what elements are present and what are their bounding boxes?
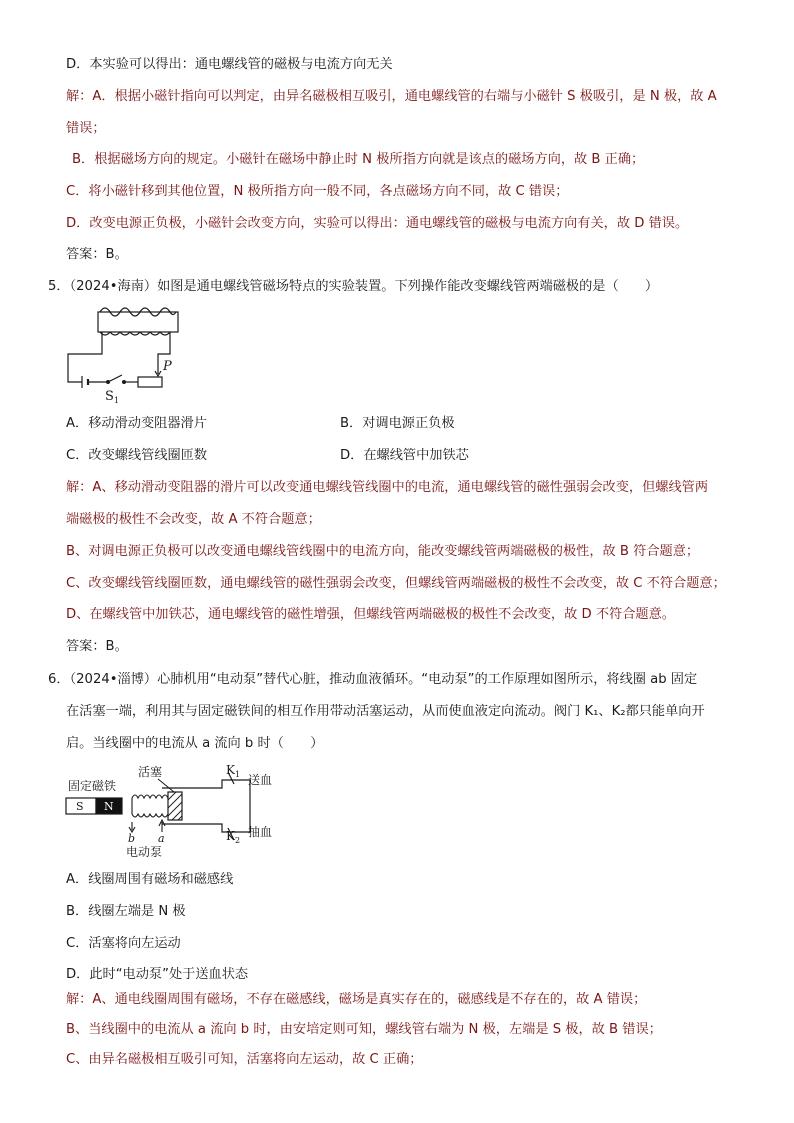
q5-circuit-figure (60, 302, 190, 406)
q5-option-a: A．移动滑动变阻器滑片 (66, 416, 207, 431)
q6-label-draw: 抽血 (248, 825, 273, 839)
q6-lead-a-arrow (159, 820, 165, 832)
q5-answer: 答案：B。 (66, 639, 128, 654)
q6-stem-line1: 6．（2024•淄博）心肺机用“电动泵”替代心脏，推动血液循环。“电动泵”的工作原理如图所示，将线圈 ab 固定 (48, 672, 698, 687)
q5-label-p: P (163, 359, 172, 374)
q5-stem: 5．（2024•海南）如图是通电螺线管磁场特点的实验装置。下列操作能改变螺线管两端磁极的是（ ） (48, 279, 659, 294)
q6-option-b: B．线圈左端是 N 极 (66, 904, 186, 919)
q4-solution-d: D．改变电源正负极，小磁针会改变方向，实验可以得出：通电螺线管的磁极与电流方向有关，故 D 错误。 (66, 216, 689, 231)
q6-label-b: b (128, 832, 136, 845)
q5-label-s: S (105, 389, 114, 404)
q5-option-b: B．对调电源正负极 (340, 416, 455, 431)
q5-option-d: D．在螺线管中加铁芯 (340, 448, 469, 463)
q5-solution-c: C、改变螺线管线圈匝数，通电螺线管的磁性强弱会改变，但螺线管两端磁极的极性不会改变，故 C 不符合题意； (66, 576, 726, 591)
q6-stem-line2: 在活塞一端，利用其与固定磁铁间的相互作用带动活塞运动，从而使血液定向流动。阀门 K₁、K₂都只能单向开 (66, 704, 705, 719)
q4-option-d: D．本实验可以得出：通电螺线管的磁极与电流方向无关 (66, 57, 393, 72)
q4-solution-b: B．根据磁场方向的规定。小磁针在磁场中静止时 N 极所指方向就是该点的磁场方向，故 B 正确； (72, 152, 645, 167)
q6-label-pump: 电动泵 (126, 845, 163, 859)
q6-lead-b-arrow (129, 822, 135, 832)
q5-solution-d: D、在螺线管中加铁芯，通电螺线管的磁性增强，但螺线管两端磁极的极性不会改变，故 D 不符合题意。 (66, 607, 675, 622)
q6-stem-line3: 启。当线圈中的电流从 a 流向 b 时（ ） (66, 736, 324, 751)
q5-option-c: C．改变螺线管线圈匝数 (66, 448, 208, 463)
q4-answer: 答案：B。 (66, 247, 128, 262)
q4-solution-a-line1: 解：A．根据小磁针指向可以判定，由异名磁极相互吸引，通电螺线管的右端与小磁针 S 极吸引，是 N 极，故 A (66, 89, 717, 104)
q6-pump-figure (62, 762, 282, 860)
q6-label-k1-sub: 1 (235, 770, 241, 779)
q6-cylinder-bottom (162, 824, 250, 832)
q5-solution-b: B、对调电源正负极可以改变通电螺线管线圈中的电流方向，能改变螺线管两端磁极的极性，故 B 符合题意； (66, 544, 700, 559)
q6-solution-a: 解：A、通电线圈周围有磁场，不存在磁感线，磁场是真实存在的，磁感线是不存在的，故 A 错误； (66, 992, 647, 1007)
q6-label-a: a (158, 832, 165, 845)
q6-option-a: A．线圈周围有磁场和磁感线 (66, 872, 234, 887)
q5-switch-blade (108, 375, 122, 382)
q6-label-s: S (76, 800, 84, 813)
q6-coil-ab (132, 795, 168, 817)
q6-option-d: D．此时“电动泵”处于送血状态 (66, 967, 249, 982)
q6-label-n: N (104, 800, 114, 813)
q4-solution-c: C．将小磁针移到其他位置，N 极所指方向一般不同，各点磁场方向不同，故 C 错误； (66, 184, 569, 199)
q5-solution-a-line2: 端磁极的极性不会改变，故 A 不符合题意； (66, 512, 321, 527)
q6-label-k1: K (226, 763, 235, 777)
q5-solution-a-line1: 解：A、移动滑动变阻器的滑片可以改变通电螺线管线圈中的电流，通电螺线管的磁性强弱会改变，但螺线管两 (66, 480, 709, 495)
q6-solution-b: B、当线圈中的电流从 a 流向 b 时，由安培定则可知，螺线管右端为 N 极，左端是 S 极，故 B 错误； (66, 1022, 662, 1037)
q6-label-send: 送血 (248, 773, 273, 787)
q4-solution-a-line2: 错误； (66, 121, 106, 136)
q6-cylinder-top (162, 780, 250, 788)
q6-label-k2: K (226, 829, 235, 843)
q5-slider-arrow (155, 362, 161, 376)
q6-label-k2-sub: 2 (235, 836, 241, 845)
q5-rheostat (138, 377, 162, 387)
q6-option-c: C．活塞将向左运动 (66, 936, 181, 951)
q6-solution-c: C、由异名磁极相互吸引可知，活塞将向左运动，故 C 正确； (66, 1052, 423, 1067)
q6-label-piston: 活塞 (138, 765, 163, 779)
q6-label-magnet: 固定磁铁 (68, 779, 117, 793)
q5-label-s-sub: 1 (114, 396, 120, 405)
